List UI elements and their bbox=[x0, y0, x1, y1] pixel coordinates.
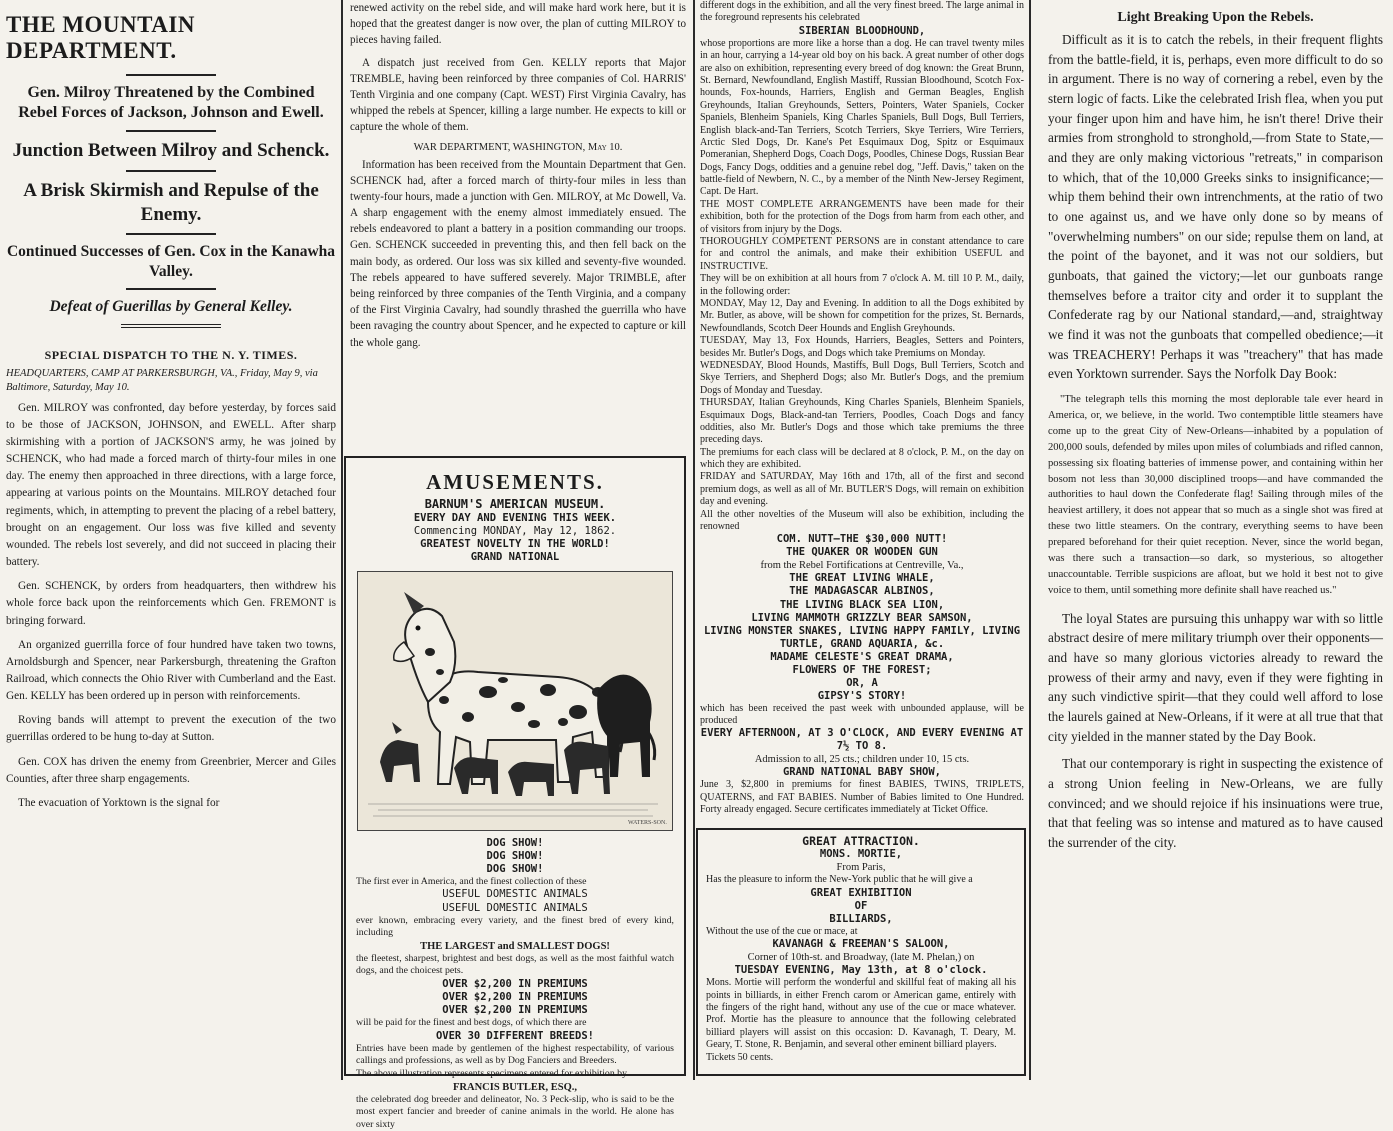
ad-text: Tickets 50 cents. bbox=[706, 1051, 774, 1063]
ad-line: OF bbox=[854, 899, 868, 912]
ad-line: GREAT EXHIBITION bbox=[810, 886, 912, 899]
ad-text: ever known, embracing every variety, and the finest bred of every kind, including bbox=[356, 914, 674, 939]
premium-line: OVER $2,200 IN PREMIUMS bbox=[442, 1004, 588, 1017]
column-continued-and-amusements bbox=[342, 0, 694, 1130]
schedule-day: MONDAY, May 12, Day and Evening. In addition to all the Dogs exhibited by Mr. Butler, as above, will be shown for competition for the prizes, St. Bernards, Newfoundlands, Scotch Deer Hounds and English Greyhounds. bbox=[700, 298, 1024, 334]
paragraph: A dispatch just received from Gen. KELLY reports that Major TREMBLE, having been reinforced by three companies of Col. HARRIS' Tenth Virginia and one company (Capt. WEST) First Virginia Cavalry, has whipped the rebels at Spencer, killing a large number. He expects to kill or capture the whole of them. bbox=[350, 56, 686, 134]
schedule-day: The premiums for each class will be declared at 8 o'clock, P. M., on the day on which they are exhibited. bbox=[700, 446, 1024, 471]
ad-text: They will be on exhibition at all hours from 7 o'clock A. M. till 10 P. M., daily, in the following order: bbox=[700, 273, 1024, 297]
dog-show-illustration bbox=[357, 571, 673, 831]
schedule-day: THURSDAY, Italian Greyhounds, King Charles Spaniels, Blenheim Spaniels, Esquimaux Dogs, Black-and-tan Terriers, Poodles, Coach Dogs and fancy oddities, also Mr. Butler's Dogs and those which take premiums the three preceding days. bbox=[700, 397, 1024, 446]
dateline: HEADQUARTERS, CAMP AT PARKERSBURGH, VA., Friday, May 9, via Baltimore, Saturday, May 10. bbox=[6, 368, 318, 393]
ad-line: Commencing MONDAY, May 12, 1862. bbox=[413, 525, 617, 538]
paragraph: Gen. SCHENCK, by orders from headquarters, then withdrew his whole force back upon the reinforcements which Gen. FREMONT is bringing forward. bbox=[6, 580, 336, 627]
ad-line: Corner of 10th-st. and Broadway, (late M. Phelan,) on bbox=[747, 952, 975, 964]
headline-guerillas: Defeat of Guerillas by General Kelley. bbox=[49, 298, 293, 315]
dog-show-line: DOG SHOW! bbox=[486, 836, 544, 849]
ad-text: Has the pleasure to inform the New-York public that he will give a bbox=[706, 874, 973, 886]
schedule-day: TUESDAY, May 13, Fox Hounds, Harriers, Beagles, Setters and Pointers, besides Mr. Butler's Dogs, and Dogs which take Premiums on Monday. bbox=[700, 335, 1024, 359]
dog-show-line: DOG SHOW! bbox=[486, 849, 544, 862]
paragraph: An organized guerrilla force of four hundred have taken two towns, Arnoldsburgh and Spencer, near Parkersburgh, threatening the Grafton Railroad, which connects the Ohio River with Cumberland and the East. Gen. KELLY has been ordered up in person with reinforcements. bbox=[6, 638, 336, 703]
museum-name: BARNUM'S AMERICAN MUSEUM. bbox=[424, 497, 606, 511]
schedule-day: All the other novelties of the Museum will also be exhibition, including the renowned bbox=[700, 508, 1024, 533]
war-department-dateline: WAR DEPARTMENT, WASHINGTON, May 10. bbox=[413, 141, 623, 153]
amusements-heading: AMUSEMENTS. bbox=[426, 470, 604, 494]
paragraph: The evacuation of Yorktown is the signal for bbox=[18, 796, 220, 809]
ad-text: Mons. Mortie will perform the wonderful and skillful feat of making all his points in billiards, in either French carom or American game, entirely with the fingers of the right hand, without any use of the cue or mace whatever. Prof. Mortie has the pleasure to announce that the following celebrated billiard players will assist on this occasion: D. Kavanagh, T. Deary, M. Geary, T. Stone, R. Benjamin, and several other eminent billiard players. bbox=[706, 977, 1016, 1051]
divider bbox=[126, 233, 216, 235]
ad-line: OVER 30 DIFFERENT BREEDS! bbox=[435, 1029, 595, 1042]
ad-heading: GREAT ATTRACTION. bbox=[802, 834, 920, 848]
amusements-advertisement bbox=[344, 456, 686, 1130]
ad-text: Without the use of the cue or mace, at bbox=[706, 925, 858, 937]
ad-line: From Paris, bbox=[836, 862, 886, 874]
premium-line: OVER $2,200 IN PREMIUMS bbox=[442, 977, 588, 990]
novelty-line: LIVING MONSTER SNAKES, LIVING HAPPY FAMILY, LIVING TURTLE, GRAND AQUARIA, &c. bbox=[703, 624, 1021, 650]
novelty-line: THE QUAKER OR WOODEN GUN bbox=[786, 546, 938, 559]
billiards-advertisement bbox=[696, 828, 1026, 1076]
article-continuation bbox=[342, 0, 694, 452]
ad-line: FRANCIS BUTLER, ESQ., bbox=[453, 1081, 577, 1093]
dog-show-line: DOG SHOW! bbox=[486, 862, 544, 875]
ad-text: The above illustration represents specimens entered for exhibition by bbox=[356, 1068, 627, 1079]
novelty-line: GIPSY'S STORY! bbox=[817, 689, 907, 702]
paragraph: Gen. COX has driven the enemy from Greenbrier, Mercer and Giles Counties, after three sharp engagements. bbox=[6, 755, 336, 785]
paragraph: The loyal States are pursuing this unhappy war with so little abstract desire of mere military triumph over their opponents—and have so many glorious victories already to reward the prowess of their army and navy, even if they were fighting in any such vindictive spirit—that they could well afford to lose the laurels gained at New-Orleans, if it were at all true that that city yielded in the manner stated by the Day Book. bbox=[1048, 610, 1383, 744]
paragraph: Difficult as it is to catch the rebels, in their frequent flights from the battle-field, it is, perhaps, even more difficult to do so in argument. There is no way of cornering a rebel, even by the stern logic of facts. Like the celebrated Irish flea, when you put your finger upon him and have him, he isn't there! Drive their armies from stronghold to stronghold,—from State to State,—and they are only making victorious "retreats," in comparison to which, that of the 10,000 Greeks sinks to insignificance;—whip them behind their own intrenchments, at the ratio of two to one against us, and we have only done so by means of "overwhelming numbers" on our side; repulse them on land, at the point of the bayonet, and it was not our soldiers, but gunboats, that gained the victory;—let our gunboats range themselves before a traitor city and order it to supplant the Confederate rag by our National standard,—and, straightway we find it was not the gunboats that compelled obedience;—it was TREACHERY! Perhaps it was "treachery" that has made even Yorktown surrender. Says the Norfolk Day Book: bbox=[1048, 32, 1383, 382]
ad-line: KAVANAGH & FREEMAN'S SALOON, bbox=[772, 938, 950, 951]
premium-line: OVER $2,200 IN PREMIUMS bbox=[442, 991, 588, 1004]
ad-line: GRAND NATIONAL BABY SHOW, bbox=[782, 766, 942, 779]
ad-text: different dogs in the exhibition, and all the very finest breed. The large animal in the foreground represents his celebrated bbox=[700, 0, 1024, 24]
divider bbox=[126, 130, 216, 132]
ad-line: USEFUL DOMESTIC ANIMALS bbox=[442, 888, 588, 901]
ad-text: which has been received the past week with unbounded applause, will be produced bbox=[700, 702, 1024, 727]
paragraph: Roving bands will attempt to prevent the execution of the two guerrillas ordered to be hung to-day at Sutton. bbox=[6, 714, 336, 744]
column-mountain-department bbox=[0, 0, 342, 1080]
ad-text: whose proportions are more like a horse than a dog. He can travel twenty miles in an hour, carrying a 14-year old boy on his back. A great number of other dogs are also on exhibition, representing every breed of dog known: the Great Brunn, St. Bernard, Newfoundland, English Mastiff, Russian Bloodhound, Scotch Fox-hounds, Fox-hounds, Harriers, English and German Beagles, English Greyhounds, Italian Greyhounds, Setters, Pointers, Water Spaniels, Cocker Spaniels, Blenheim Spaniels, King Charles Spaniels, Bull Dogs, Bull Terriers, English black-and-Tan Terriers, Scotch Terriers, Skye Terriers, Wire Terriers, Arctic Sled Dogs, Dr. Kane's Pet Esquimaux Dog, Spitz or Esquimaux Pomeranian, Shepherd Dogs, Coach Dogs, Poodles, Chinese Dogs, Russian Bear Dogs, Fancy Dogs, oddities and a genuine rebel dog, "Jeff. Davis," taken on the battle-field of Newbern, N. C., by a member of the Ninth New-Jersey Regiment, Capt. De Hart. bbox=[700, 37, 1024, 198]
paragraph: renewed activity on the rebel side, and will make hard work here, but it is hoped that the greatest danger is now over, the plan of cutting MILROY to pieces having failed. bbox=[350, 2, 686, 47]
headline-milroy: Gen. Milroy Threatened by the Combined Rebel Forces of Jackson, Johnson and Ewell. bbox=[18, 84, 324, 121]
column-editorial bbox=[1030, 0, 1393, 1080]
schedule-day: WEDNESDAY, Blood Hounds, Mastiffs, Bull Dogs, Bull Terriers, Scotch and Skye Terriers, and Shepherd Dogs; also Mr. Butler's Dogs, and the premium Dogs of Monday and Tuesday. bbox=[700, 359, 1024, 396]
ad-line: TUESDAY EVENING, May 13th, at 8 o'clock. bbox=[734, 964, 988, 977]
novelty-line: THE GREAT LIVING WHALE, bbox=[789, 572, 935, 585]
engraver-signature: WATERS-SON. bbox=[628, 819, 667, 826]
divider bbox=[126, 74, 216, 76]
paragraph: Gen. MILROY was confronted, day before yesterday, by forces said to be those of JACKSON, JOHNSON, and EWELL. After sharp skirmishing with a portion of JACKSON'S army, he was joined by SCHENCK, who had made a forced march of thirty-four miles in one day. The enemy then approached in three directions, with a large force, appearing at various points on the Mountains. MILROY detached four regiments, which, in attempting to prevent the placing of a rebel battery, brought on an engagement. Our loss was five killed and seventy wounded. The rebels lost severely, and did not succeed in placing their battery. bbox=[6, 401, 336, 569]
schedule-day: FRIDAY and SATURDAY, May 16th and 17th, all of the first and second premium dogs, as well as all of Mr. BUTLER'S Dogs, will remain on exhibition day and evening. bbox=[700, 471, 1024, 508]
ad-text: will be paid for the finest and best dogs, of which there are bbox=[356, 1017, 587, 1029]
ad-line: Admission to all, 25 cts.; children under 10, 15 cts. bbox=[754, 754, 970, 766]
ad-text: the celebrated dog breeder and delineator, No. 3 Peck-slip, who is said to be the most expert fancier and breeder of canine animals in the world. He alone has over sixty bbox=[356, 1093, 674, 1130]
headline-skirmish: A Brisk Skirmish and Repulse of the Enemy. bbox=[23, 179, 319, 225]
novelty-line: from the Rebel Fortifications at Centreville, Va., bbox=[760, 560, 964, 572]
ad-line: EVERY AFTERNOON, AT 3 O'CLOCK, AND EVERY EVENING AT 7½ TO 8. bbox=[700, 727, 1024, 753]
ad-line: USEFUL DOMESTIC ANIMALS bbox=[442, 901, 588, 914]
novelty-line: MADAME CELESTE'S GREAT DRAMA, bbox=[770, 650, 954, 663]
ad-text: THOROUGHLY COMPETENT PERSONS are in constant attendance to care for and control the animals, and make their exhibition USEFUL and INSTRUCTIVE. bbox=[700, 236, 1024, 272]
ad-line: BILLIARDS, bbox=[829, 912, 893, 925]
divider bbox=[126, 288, 216, 290]
novelty-line: COM. NUTT—THE $30,000 NUTT! bbox=[776, 533, 948, 546]
ad-line: MONS. MORTIE, bbox=[819, 848, 903, 861]
divider bbox=[121, 324, 221, 328]
headline-junction: Junction Between Milroy and Schenck. bbox=[12, 140, 330, 161]
quotation: "The telegraph tells this morning the most deplorable tale ever heard in America, or, we believe, in the world. Two contemptible little steamers have come up to the great City of New-Orleans—inhabited by a population of 200,000 souls, defended by miles upon miles of columbiads and rifled cannon, possessing six floating batteries of immense power, and containing within her bosom not less than 30,000 disciplined troops—and have commanded the authorities to haul down the Confederate flag! Sailing through miles of the heaviest artillery, it does not appear that so much as a single shot was fired at these two little steamers. On the contrary, everything seems to have been prepared beforehand for their quiet reception. Never, since the world began, was there such a transaction—so dark, so mysterious, so altogether unaccountable. Terrible suspicions are afloat, but we hold it best not to give voice to them, until something more definite shall have reached us." bbox=[1048, 394, 1383, 596]
paragraph: That our contemporary is right in suspecting the existence of a strong Union feeling in New-Orleans, we are fully convinced; and we should rejoice if his insinuations were true, that that feeling was so intense and matured as to have caused the surrender of the city. bbox=[1048, 756, 1383, 851]
ad-line: GRAND NATIONAL bbox=[470, 551, 560, 564]
article-title: THE MOUNTAIN DEPARTMENT. bbox=[6, 12, 195, 63]
ad-text: the fleetest, sharpest, brightest and best dogs, as well as the most faithful watch dogs, and the choicest pets. bbox=[356, 952, 674, 977]
divider bbox=[126, 170, 216, 172]
museum-advertisement-continued bbox=[694, 0, 1030, 820]
ad-text: The first ever in America, and the finest collection of these bbox=[356, 875, 587, 887]
dispatch-heading: SPECIAL DISPATCH TO THE N. Y. TIMES. bbox=[44, 348, 298, 363]
ad-line: GREATEST NOVELTY IN THE WORLD! bbox=[420, 538, 610, 551]
novelty-line: THE MADAGASCAR ALBINOS, bbox=[789, 585, 935, 598]
editorial-title: Light Breaking Upon the Rebels. bbox=[1117, 10, 1314, 25]
ad-text: Entries have been made by gentlemen of the highest respectability, of various callings and professions, as well as by Dog Fanciers and Breeders. bbox=[356, 1042, 674, 1067]
headline-cox: Continued Successes of Gen. Cox in the Kanawha Valley. bbox=[6, 243, 336, 280]
novelty-line: LIVING MAMMOTH GRIZZLY BEAR SAMSON, bbox=[751, 611, 973, 624]
ad-line: SIBERIAN BLOODHOUND, bbox=[798, 24, 926, 37]
ad-text: THE MOST COMPLETE ARRANGEMENTS have been made for their exhibition, both for the protection of the Dogs from harm from each other, and of visitors from injury by the Dogs. bbox=[700, 198, 1024, 235]
paragraph: Information has been received from the Mountain Department that Gen. SCHENCK had, after a forced march of thirty-four miles in less than twenty-four hours, made a junction with Gen. MILROY, at Mc Dowell, Va. A sharp engagement with the enemy almost immediately ensued. The rebels endeavored to plant a battery in a position commanding our troops. Gen. SCHENCK succeeded in preventing this, and then fell back on the main body, as ordered. Our loss was six killed and seventy-five wounded. The rebels appeared to have suffered severely. Major TRIMBLE, after being reinforced by three companies of the Tenth Virginia, and a company of the First Virginia Cavalry, had soundly thrashed the guerrilla who have been ravaging the country about Spencer, and he expected to capture or kill the whole gang. bbox=[350, 158, 686, 349]
novelty-line: THE LIVING BLACK SEA LION, bbox=[779, 598, 945, 611]
column-museum-continued bbox=[694, 0, 1030, 1080]
ad-text: June 3, $2,800 in premiums for finest BABIES, TWINS, TRIPLETS, QUATERNS, and FAT BABIES. Number of Babies limited to One Hundred. Forty already engaged. Secure certificates immediately at Ticket Office. bbox=[700, 779, 1024, 816]
ad-line: THE LARGEST and SMALLEST DOGS! bbox=[420, 940, 610, 952]
novelty-line: OR, A bbox=[846, 676, 878, 689]
novelty-line: FLOWERS OF THE FOREST; bbox=[792, 663, 932, 676]
ad-line: EVERY DAY AND EVENING THIS WEEK. bbox=[413, 512, 617, 524]
